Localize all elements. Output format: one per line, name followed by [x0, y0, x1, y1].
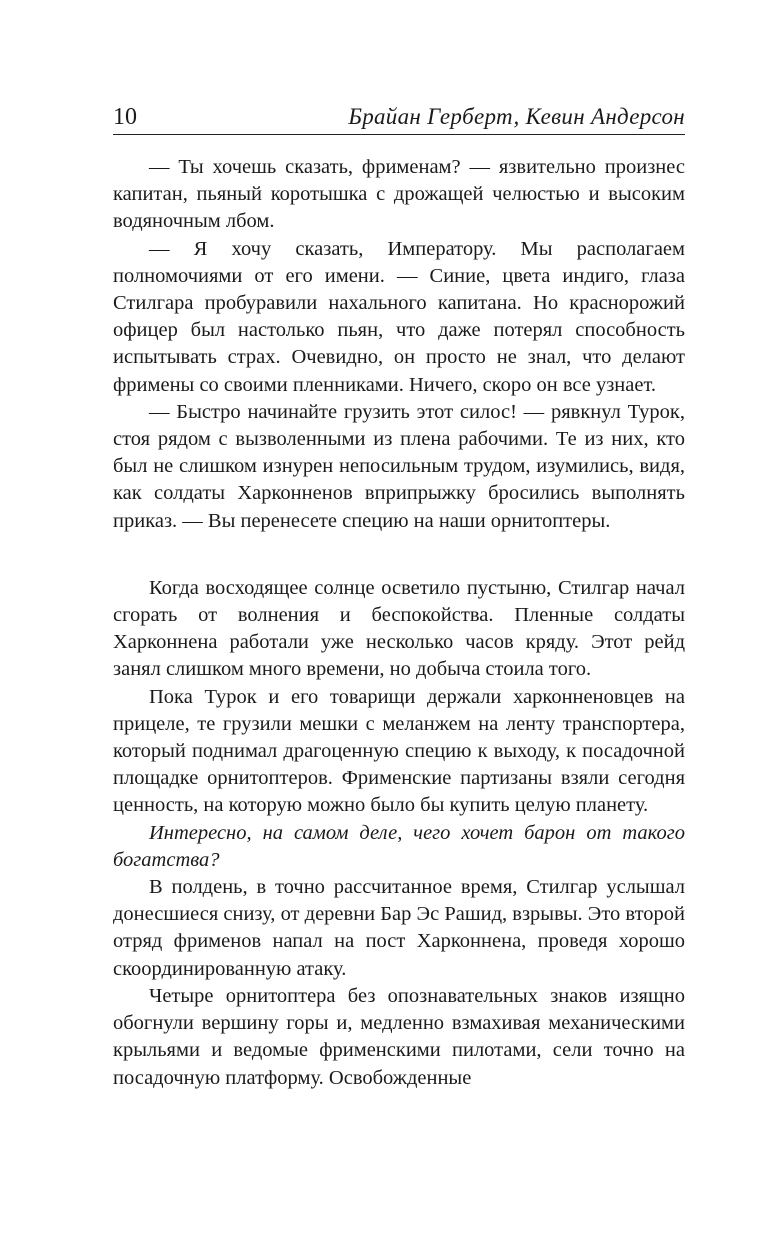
section-break [113, 535, 685, 575]
paragraph: Когда восходящее солнце осветило пустыню, Стилгар начал сгорать от волнения и беспокойства. Пленные солдаты Харконнена работали уже несколько часов кряду. Этот рейд занял слишком много времени, но добыча стоила того. [113, 576, 685, 681]
header-authors: Брайан Герберт, Кевин Андерсон [348, 104, 685, 129]
body-text [113, 154, 685, 1092]
paragraph: Пока Турок и его товарищи держали харконненовцев на прицеле, те грузили мешки с меланжем на ленту транспортера, который поднимал драгоценную специю к выходу, к посадочной площадке орнитоптеров. Фрименские партизаны взяли сегодня ценность, на которую можно было бы купить целую планету. [113, 685, 685, 817]
page-number: 10 [113, 104, 137, 130]
running-header [113, 100, 685, 135]
paragraph: Четыре орнитоптера без опознавательных знаков изящно обогнули вершину горы и, медленно взмахивая механическими крыльями и ведомые фрименскими пилотами, сели точно на посадочную платформу. Освобожденные [113, 984, 685, 1089]
paragraph: — Ты хочешь сказать, фрименам? — язвительно произнес капитан, пьяный коротышка с дрожащей челюстью и высоким водяночным лбом. [113, 156, 685, 233]
italic-thought: Интересно, на самом деле, чего хочет барон от такого богатства? [113, 821, 685, 871]
paragraph: — Быстро начинайте грузить этот силос! — рявкнул Турок, стоя рядом с вызволенными из плена рабочими. Те из них, кто был не слишком изнурен непосильным трудом, изумились, видя, как солдаты Харконненов вприпрыжку бросились выполнять приказ. — Вы перенесете специю на наши орнитоптеры. [113, 400, 685, 532]
paragraph: В полдень, в точно рассчитанное время, Стилгар услышал донесшиеся снизу, от деревни Бар Эс Рашид, взрывы. Это второй отряд фрименов напал на пост Харконнена, проведя хорошо скоординированную атаку. [113, 876, 685, 980]
paragraph: — Я хочу сказать, Императору. Мы располагаем полномочиями от его имени. — Синие, цвета индиго, глаза Стилгара пробуравили нахального капитана. Но краснорожий офицер был настолько пьян, что даже потерял способность испытывать страх. Очевидно, он просто не знал, что делают фримены со своими пленниками. Ничего, скоро он все узнает. [113, 237, 685, 396]
